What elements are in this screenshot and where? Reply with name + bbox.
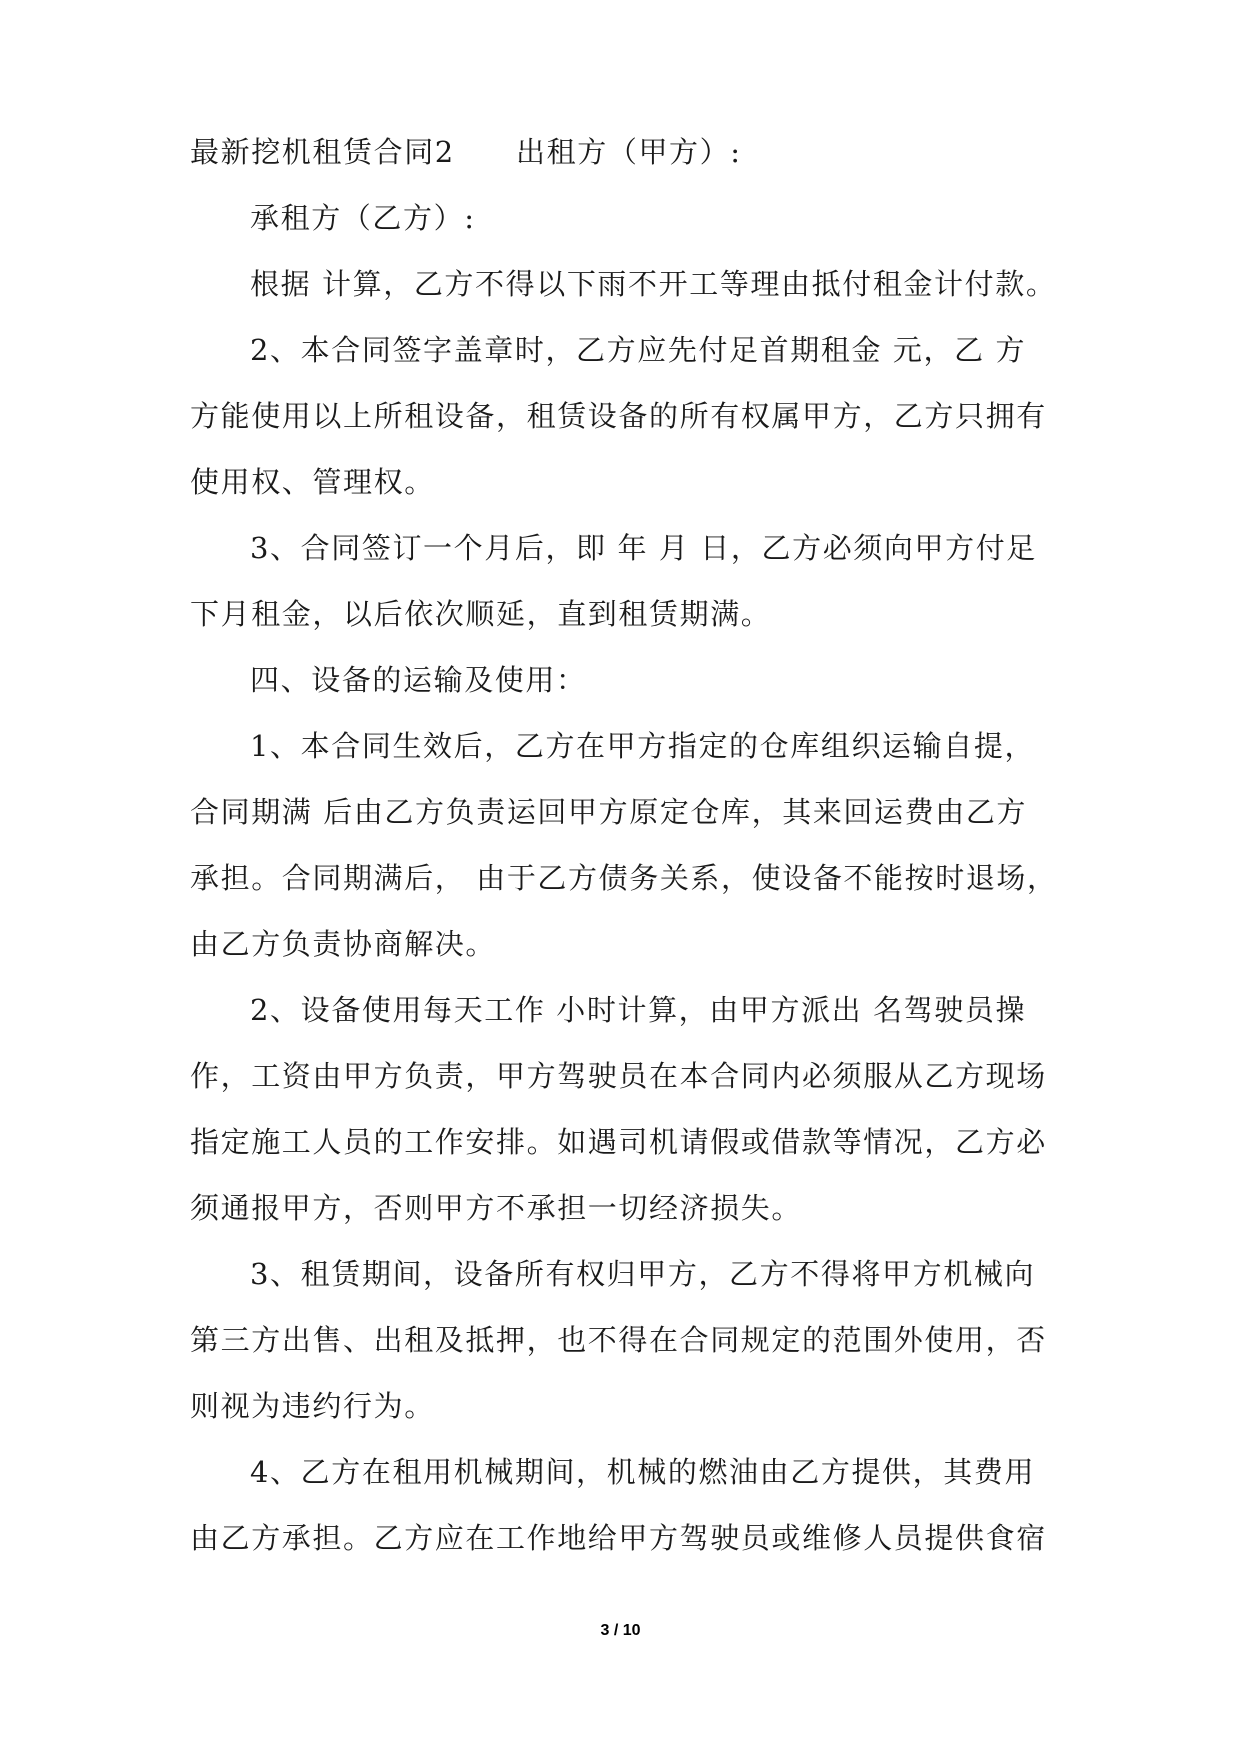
paragraph-line: 2、设备使用每天工作 小时计算，由甲方派出 名驾驶员操 [250,993,1027,1027]
paragraph-line: 3、租赁期间，设备所有权归甲方，乙方不得将甲方机械向 [250,1257,1036,1291]
paragraph-line: 下月租金，以后依次顺延，直到租赁期满。 [190,597,772,631]
paragraph-line: 由乙方承担。乙方应在工作地给甲方驾驶员或维修人员提供食宿 [190,1521,1047,1555]
paragraph-line: 指定施工人员的工作安排。如遇司机请假或借款等情况，乙方必 [190,1125,1047,1159]
paragraph-line: 使用权、管理权。 [190,465,435,499]
paragraph-line: 3、合同签订一个月后，即 年 月 日，乙方必须向甲方付足 [250,531,1037,565]
paragraph-line: 须通报甲方，否则甲方不承担一切经济损失。 [190,1191,803,1225]
paragraph-line: 1、本合同生效后，乙方在甲方指定的仓库组织运输自提， [250,729,1036,763]
paragraph-line: 4、乙方在租用机械期间，机械的燃油由乙方提供，其费用 [250,1455,1036,1489]
paragraph-line: 承担。合同期满后， 由于乙方债务关系，使设备不能按时退场， [190,861,1058,895]
paragraph-line: 承租方（乙方）: [250,201,476,235]
paragraph-line: 作，工资由甲方负责，甲方驾驶员在本合同内必须服从乙方现场 [190,1059,1047,1093]
paragraph-line: 第三方出售、出租及抵押，也不得在合同规定的范围外使用，否 [190,1323,1047,1357]
paragraph-line: 2、本合同签字盖章时，乙方应先付足首期租金 元，乙 方 [250,333,1027,367]
paragraph-line: 根据 计算，乙方不得以下雨不开工等理由抵付租金计付款。 [250,267,1057,301]
page-number: 3 / 10 [600,1622,641,1639]
document-title-line: 最新挖机租赁合同2 出租方（甲方）: [190,135,742,169]
paragraph-line: 则视为违约行为。 [190,1389,435,1423]
paragraph-line: 由乙方负责协商解决。 [190,927,497,961]
section-heading: 四、设备的运输及使用： [250,663,587,697]
paragraph-line: 方能使用以上所租设备，租赁设备的所有权属甲方，乙方只拥有 [190,399,1047,433]
paragraph-line: 合同期满 后由乙方负责运回甲方原定仓库，其来回运费由乙方 [190,795,1028,829]
